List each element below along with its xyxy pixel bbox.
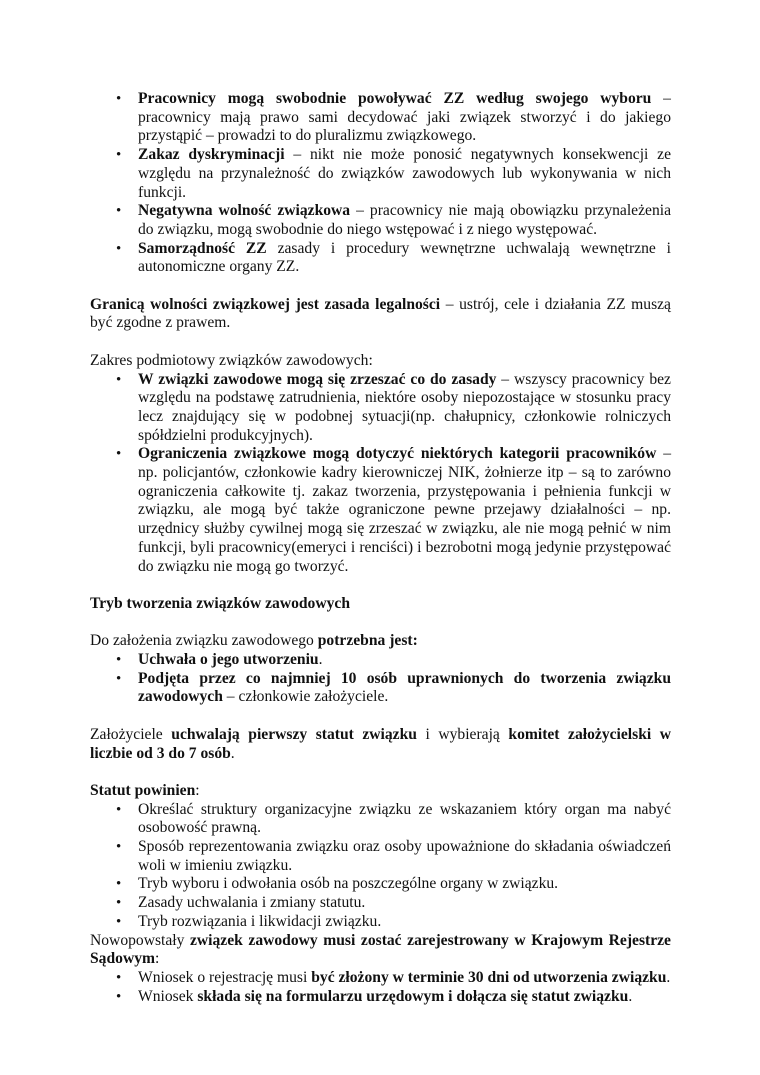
legality-paragraph: Granicą wolności związkowej jest zasada legalności – ustrój, cele i działania ZZ muszą być zgodne z prawem.: [90, 295, 671, 332]
scope-list: [90, 371, 671, 577]
union-freedom-list: [90, 90, 671, 277]
statute-heading: Statut powinien:: [90, 781, 200, 799]
list-item: • Pracownicy mogą swobodnie powoływać ZZ według swojego wyboru – pracownicy mają prawo sami decydować jaki związek stworzyć i do jakiego przystąpić – prowadzi to do pluralizmu związkowego.: [116, 90, 671, 145]
list-item: • Negatywna wolność związkowa – pracownicy nie mają obowiązku przynależenia do związku, mogą swobodnie do niego wstępować i z niego występować.: [116, 202, 671, 238]
bullet-icon: •: [116, 801, 122, 818]
scope-intro: Zakres podmiotowy związków zawodowych:: [90, 351, 373, 369]
bullet-icon: •: [116, 895, 122, 912]
list-item: • W związki zawodowe mogą się zrzeszać co do zasady – wszyscy pracownicy bez względu na podstawę zatrudnienia, niektóre osoby niepozostające w stosunku pracy lecz znajdujący się w podobnej sytuacji(np. chałupnicy, członkowie rolniczych spółdzielni produkcyjnych).: [116, 370, 671, 444]
bullet-icon: •: [116, 240, 122, 257]
bullet-icon: •: [116, 446, 122, 463]
bullet-icon: •: [116, 876, 122, 893]
registration-paragraph: Nowopowstały związek zawodowy musi zostać zarejestrowany w Krajowym Rejestrze Sądowym:: [90, 931, 671, 968]
list-item: • Określać struktury organizacyjne związku ze wskazaniem który organ ma nabyć osobowość prawną.: [116, 800, 671, 837]
list-item: • Wniosek o rejestrację musi być złożony w terminie 30 dni od utworzenia związku.: [116, 968, 671, 986]
bullet-icon: •: [116, 652, 122, 669]
founding-intro: Do założenia związku zawodowego potrzebna jest:: [90, 632, 418, 650]
list-item: • Tryb rozwiązania i likwidacji związku.: [116, 912, 382, 930]
list-item: • Tryb wyboru i odwołania osób na poszczególne organy w związku.: [116, 875, 559, 893]
bullet-icon: •: [116, 839, 122, 856]
list-item: • Uchwała o jego utworzeniu.: [116, 651, 323, 669]
list-item: • Samorządność ZZ zasady i procedury wewnętrzne uchwalają wewnętrzne i autonomiczne organy ZZ.: [116, 239, 672, 276]
founding-list: [90, 651, 671, 707]
list-item: • Ograniczenia związkowe mogą dotyczyć niektórych kategorii pracowników – np. policjantów, członkowie kadry kierowniczej NIK, żołnierze itp – są to zarówno ograniczenia całkowite tj. zakaz tworzenia, przystępowania i pełnienia funkcji w związku, ale mogą być także ograniczone pewne przejawy działalności – np. urzędnicy służby cywilnej mogą się zrzeszać w związku, ale nie mogą pełnić w nim funkcji, byli pracownicy(emeryci i renciści) i bezrobotni mogą jedynie przystępować do związku nie mogą go tworzyć.: [116, 445, 671, 575]
list-item: • Zakaz dyskryminacji – nikt nie może ponosić negatywnych konsekwencji ze względu na przynależność do związków zawodowych lub wykonywania w nich funkcji.: [116, 146, 672, 201]
list-item: • Zasady uchwalania i zmiany statutu.: [116, 894, 366, 912]
bullet-icon: •: [116, 988, 122, 1005]
document-page: [90, 90, 671, 1006]
bullet-icon: •: [116, 91, 122, 107]
registration-list: [90, 969, 671, 1006]
statute-list: [90, 801, 671, 932]
bullet-icon: •: [116, 913, 122, 930]
bullet-icon: •: [116, 670, 122, 687]
bullet-icon: •: [116, 371, 122, 388]
bullet-icon: •: [116, 147, 122, 164]
list-item: • Wniosek składa się na formularzu urzędowym i dołącza się statut związku.: [116, 987, 633, 1005]
list-item: • Sposób reprezentowania związku oraz osoby upoważnione do składania oświadczeń woli w imieniu związku.: [116, 838, 671, 874]
bullet-icon: •: [116, 203, 122, 220]
founders-paragraph: Założyciele uchwalają pierwszy statut związku i wybierają komitet założycielski w liczbie od 3 do 7 osób.: [90, 725, 672, 762]
section-heading: Tryb tworzenia związków zawodowych: [90, 594, 351, 612]
bullet-icon: •: [116, 969, 122, 986]
list-item: • Podjęta przez co najmniej 10 osób uprawnionych do tworzenia związku zawodowych – członkowie założyciele.: [116, 669, 671, 706]
